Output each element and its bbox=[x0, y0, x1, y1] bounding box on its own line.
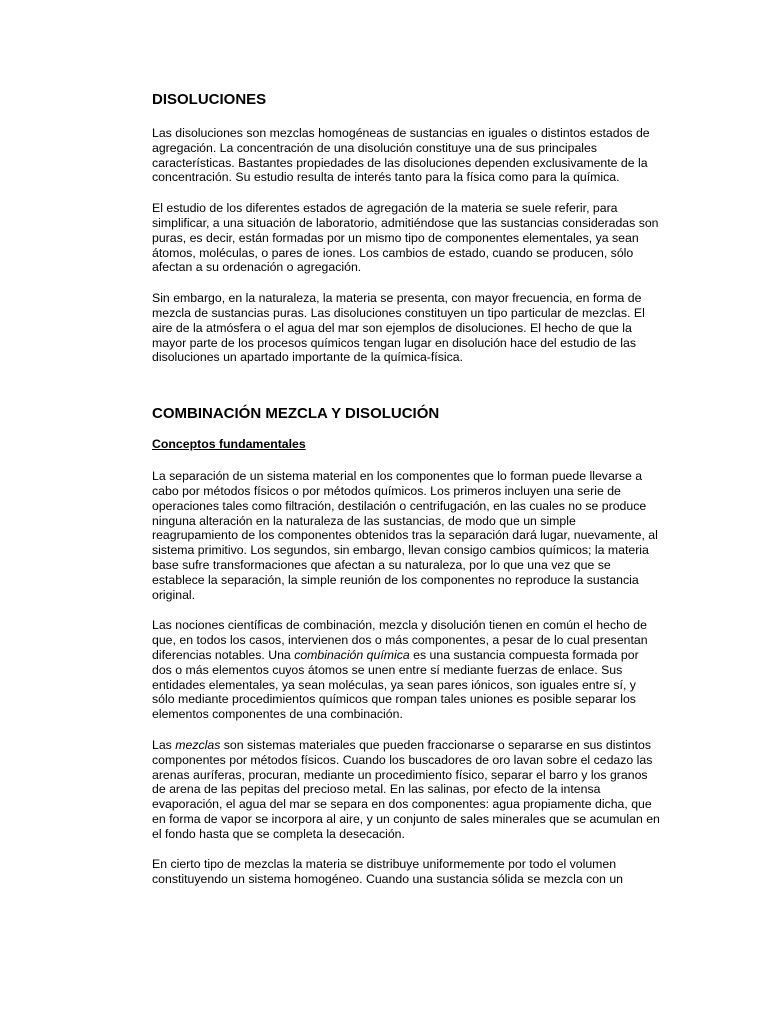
heading-disoluciones: DISOLUCIONES bbox=[152, 91, 267, 108]
paragraph-2: El estudio de los diferentes estados de agregación de la materia se suele referir, para simplificar, a una situación de laboratorio, admitiéndose que las sustancias consideradas son puras, es decir, están formadas por un mismo tipo de componentes elementales, ya sean átomos, moléculas, o pares de iones. Los cambios de estado, cuando se producen, sólo afectan a su ordenación o agregación. bbox=[152, 201, 659, 275]
paragraph-5-text-a: Las nociones científicas de combinación, mezcla y disolución tienen en común el hecho de que, en todos los casos, intervienen dos o más componentes, a pesar de lo cual presentan diferencias notables. Una bbox=[152, 618, 648, 662]
paragraph-6-text-b: son sistemas materiales que pueden fraccionarse o separarse en sus distintos componentes por métodos físicos. Cuando los buscadores de oro lavan sobre el cedazo las arenas auríferas, procuran, mediante un procedimiento físico, separar el barro y los granos de arena de las pepitas del precioso metal. En las salinas, por efecto de la intensa evaporación, el agua del mar se separa en dos componentes: agua propiamente dicha, que en forma de vapor se incorpora al aire, y un conjunto de sales minerales que se acumulan en el fondo hasta que se completa la desecación. bbox=[152, 737, 660, 841]
paragraph-4: La separación de un sistema material en los componentes que lo forman puede llevarse a cabo por métodos físicos o por métodos químicos. Los primeros incluyen una serie de operaciones tales como filtración, destilación o centrifugación, en las cuales no se produce ninguna alteración en la naturaleza de las sustancias, de modo que un simple reagrupamiento de los componentes obtenidos tras la separación dará lugar, nuevamente, al sistema primitivo. Los segundos, sin embargo, llevan consigo cambios químicos; la materia base sufre transformaciones que afectan a su naturaleza, por lo que una vez que se establece la separación, la simple reunión de los componentes no reproduce la sustancia original. bbox=[152, 469, 658, 602]
term-combinacion-quimica: combinación química bbox=[294, 647, 410, 662]
paragraph-6 bbox=[152, 738, 660, 842]
paragraph-5-text-b: es una sustancia compuesta formada por dos o más elementos cuyos átomos se unen entre sí mediante fuerzas de enlace. Sus entidades elementales, ya sean moléculas, ya sean pares iónicos, son iguales entre sí, y sólo mediante procedimientos químicos que rompan tales uniones es posible separar los elementos componentes de una combinación. bbox=[152, 647, 639, 722]
paragraph-1: Las disoluciones son mezclas homogéneas de sustancias en iguales o distintos estados de agregación. La concentración de una disolución constituye una de sus principales características. Bastantes propiedades de las disoluciones dependen exclusivamente de la concentración. Su estudio resulta de interés tanto para la física como para la química. bbox=[152, 126, 650, 185]
paragraph-6-text-a: Las bbox=[152, 737, 176, 752]
subheading-conceptos: Conceptos fundamentales bbox=[152, 437, 306, 452]
paragraph-3: Sin embargo, en la naturaleza, la materia se presenta, con mayor frecuencia, en forma de mezcla de sustancias puras. Las disoluciones constituyen un tipo particular de mezclas. El aire de la atmósfera o el agua del mar son ejemplos de disoluciones. El hecho de que la mayor parte de los procesos químicos tengan lugar en disolución hace del estudio de las disoluciones un apartado importante de la química-física. bbox=[152, 291, 645, 365]
paragraph-5 bbox=[152, 618, 660, 722]
paragraph-7: En cierto tipo de mezclas la materia se distribuye uniformemente por todo el volumen constituyendo un sistema homogéneo. Cuando una sustancia sólida se mezcla con un bbox=[152, 857, 623, 887]
heading-combinacion: COMBINACIÓN MEZCLA Y DISOLUCIÓN bbox=[152, 405, 440, 423]
document-body bbox=[152, 91, 660, 903]
term-mezclas: mezclas bbox=[175, 737, 221, 752]
